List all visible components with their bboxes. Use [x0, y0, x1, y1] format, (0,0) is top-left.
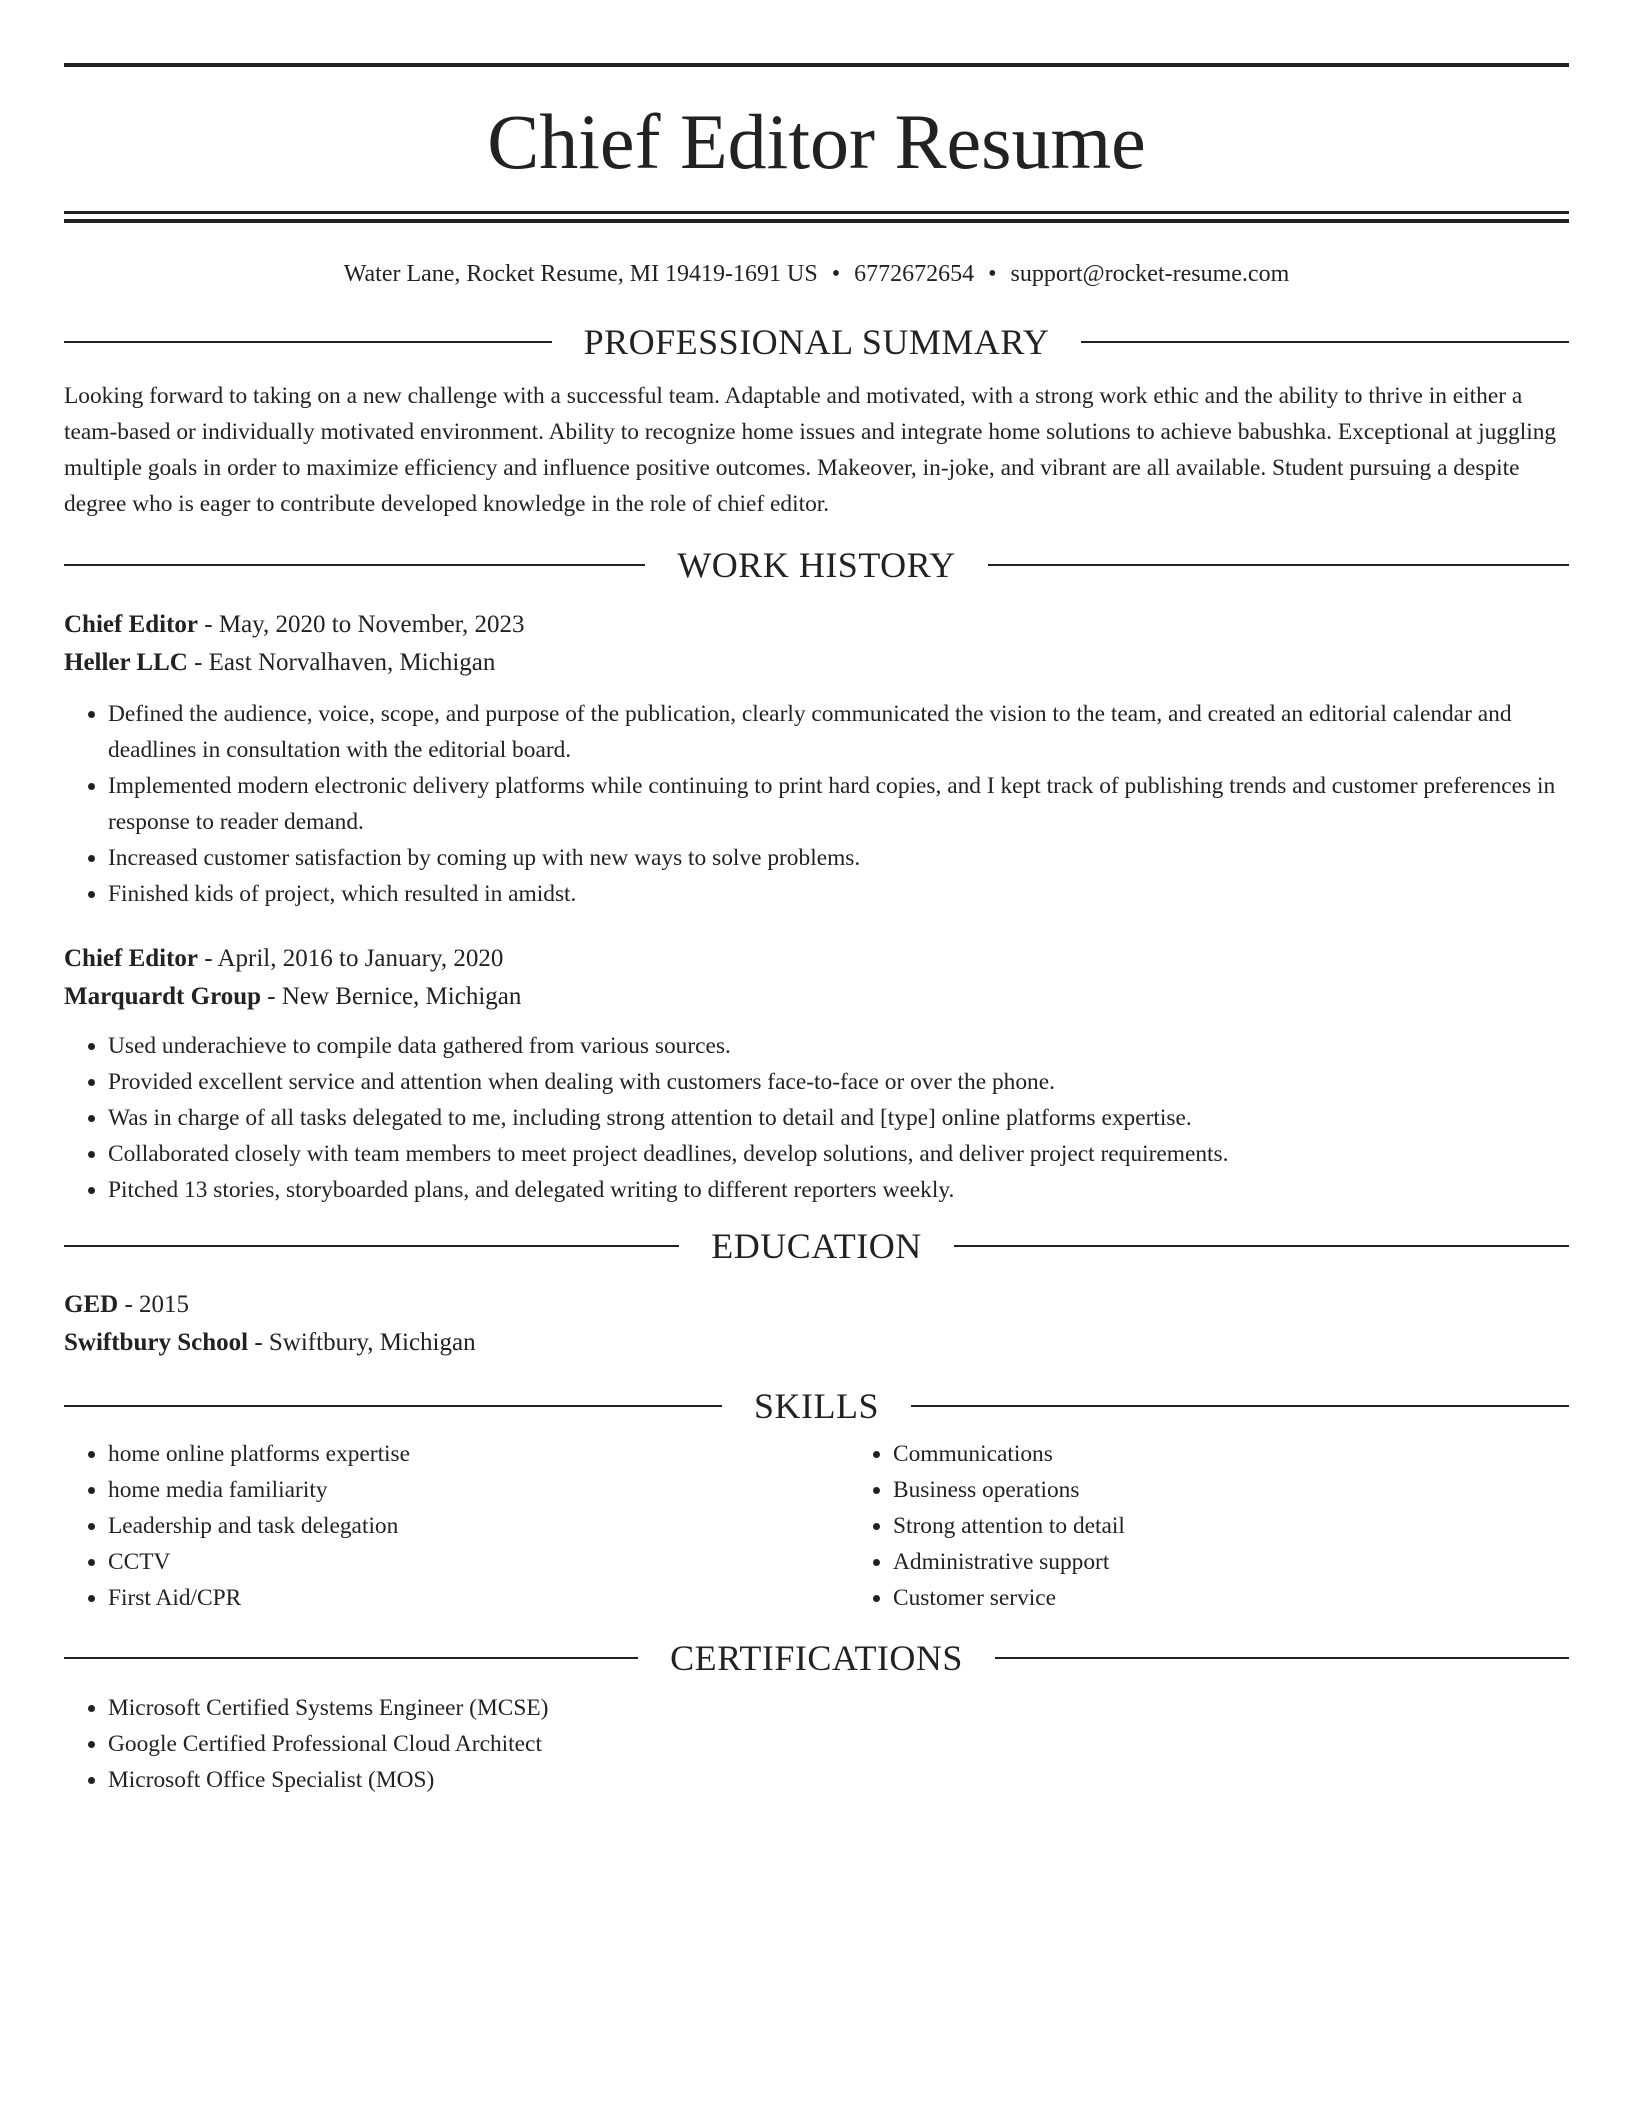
resume-page: [64, 63, 1569, 1798]
education-heading-label: EDUCATION: [711, 1226, 922, 1266]
certifications-heading-label: CERTIFICATIONS: [670, 1638, 963, 1678]
education-entry: [64, 1286, 1569, 1362]
job-company-line: [64, 978, 1569, 1016]
job-company-line: [64, 644, 1569, 682]
contact-email: support@rocket-resume.com: [1010, 261, 1290, 287]
job-entry: [64, 940, 1569, 1208]
skills-grid: [64, 1436, 1569, 1616]
list-item: • CCTV: [108, 1544, 849, 1580]
education-degree-line: [64, 1286, 1569, 1324]
skills-list-left: [64, 1436, 849, 1616]
list-item: • Strong attention to detail: [893, 1508, 1632, 1544]
list-item: • Communications: [893, 1436, 1632, 1472]
list-item: • home online platforms expertise: [108, 1436, 849, 1472]
work-heading: [64, 545, 1569, 585]
list-item: • Implemented modern electronic delivery platforms while continuing to print hard copies, and I kept track of publishing trends and customer preferences in response to reader demand.: [108, 768, 1569, 840]
heading-rule-left: [64, 1405, 722, 1407]
list-item: • Microsoft Office Specialist (MOS): [108, 1762, 1569, 1798]
contact-separator: •: [988, 261, 997, 287]
contact-line: [64, 259, 1569, 289]
education-school-line: [64, 1324, 1569, 1362]
list-item: • First Aid/CPR: [108, 1580, 849, 1616]
job-title-line: [64, 940, 1569, 978]
list-item: • Increased customer satisfaction by coming up with new ways to solve problems.: [108, 840, 1569, 876]
job-bullets: [64, 1028, 1569, 1208]
list-item: • Collaborated closely with team members to meet project deadlines, develop solutions, and deliver project requirements.: [108, 1136, 1569, 1172]
summary-heading-label: PROFESSIONAL SUMMARY: [583, 322, 1050, 362]
job-title: Chief Editor: [64, 611, 199, 638]
heading-rule-left: [64, 341, 552, 343]
education-year: - 2015: [118, 1291, 190, 1318]
summary-text: Looking forward to taking on a new challenge with a successful team. Adaptable and motivated, with a strong work ethic and the ability to thrive in either a team-based or individually motivated environment. Ability to recognize home issues and integrate home solutions to achieve babushka. Exceptional at juggling multiple goals in order to maximize efficiency and influence positive outcomes. Makeover, in-joke, and vibrant are all available. Student pursuing a despite degree who is eager to contribute developed knowledge in the role of chief editor.: [64, 383, 1557, 517]
list-item: • home media familiarity: [108, 1472, 849, 1508]
list-item: • Leadership and task delegation: [108, 1508, 849, 1544]
job-location: - East Norvalhaven, Michigan: [187, 649, 496, 676]
title-rule: [64, 211, 1569, 214]
heading-rule-right: [911, 1405, 1569, 1407]
job-title-line: [64, 606, 1569, 644]
job-entry: [64, 606, 1569, 912]
heading-rule-left: [64, 564, 645, 566]
job-title: Chief Editor: [64, 945, 199, 972]
education-heading: [64, 1226, 1569, 1266]
education-degree: GED: [64, 1291, 119, 1318]
job-location: - New Bernice, Michigan: [261, 983, 522, 1010]
list-item: • Customer service: [893, 1580, 1632, 1616]
education-location: - Swiftbury, Michigan: [248, 1329, 476, 1356]
list-item: • Was in charge of all tasks delegated to me, including strong attention to detail and [type] online platforms expertise.: [108, 1100, 1569, 1136]
skills-heading: [64, 1386, 1569, 1426]
certifications-heading: [64, 1638, 1569, 1678]
contact-address: Water Lane, Rocket Resume, MI 19419-1691 US: [343, 261, 818, 287]
list-item: • Business operations: [893, 1472, 1632, 1508]
list-item: • Used underachieve to compile data gathered from various sources.: [108, 1028, 1569, 1064]
work-heading-label: WORK HISTORY: [677, 545, 956, 585]
job-bullets: [64, 696, 1569, 912]
contact-separator: •: [831, 261, 841, 287]
skills-list-right: [849, 1436, 1632, 1616]
job-dates: - May, 2020 to November, 2023: [198, 611, 525, 638]
list-item: • Provided excellent service and attention when dealing with customers face-to-face or over the phone.: [108, 1064, 1569, 1100]
education-school: Swiftbury School: [64, 1329, 249, 1356]
list-item: • Administrative support: [893, 1544, 1632, 1580]
list-item: • Defined the audience, voice, scope, and purpose of the publication, clearly communicated the vision to the team, and created an editorial calendar and deadlines in consultation with the editorial board.: [108, 696, 1569, 768]
skills-heading-label: SKILLS: [754, 1386, 880, 1426]
resume-title: Chief Editor Resume: [487, 98, 1146, 185]
list-item: • Google Certified Professional Cloud Architect: [108, 1726, 1569, 1762]
list-item: • Microsoft Certified Systems Engineer (MCSE): [108, 1690, 1569, 1726]
summary-heading: [64, 322, 1569, 362]
heading-rule-right: [954, 1245, 1569, 1247]
heading-rule-left: [64, 1657, 638, 1659]
list-item: • Pitched 13 stories, storyboarded plans, and delegated writing to different reporters weekly.: [108, 1172, 1569, 1208]
heading-rule-left: [64, 1245, 679, 1247]
title-rule-second: [64, 219, 1569, 223]
contact-phone: 6772672654: [854, 261, 975, 287]
top-rule: [64, 63, 1569, 67]
heading-rule-right: [1081, 341, 1569, 343]
job-company: Heller LLC: [64, 649, 188, 676]
heading-rule-right: [995, 1657, 1569, 1659]
job-dates: - April, 2016 to January, 2020: [198, 945, 504, 972]
list-item: • Finished kids of project, which resulted in amidst.: [108, 876, 1569, 912]
certifications-list: [64, 1690, 1569, 1798]
heading-rule-right: [988, 564, 1569, 566]
job-company: Marquardt Group: [64, 983, 262, 1010]
